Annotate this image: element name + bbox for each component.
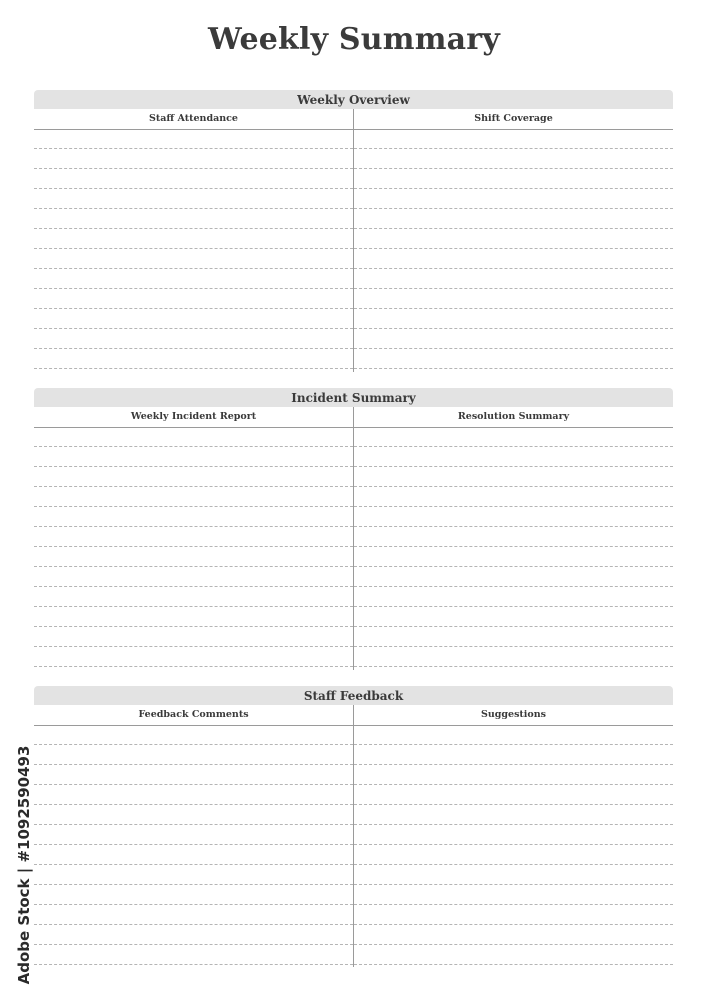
- section-header: Staff Feedback: [34, 686, 673, 705]
- writing-line: [34, 288, 353, 289]
- writing-line: [354, 486, 673, 487]
- writing-line: [34, 884, 353, 885]
- writing-line: [354, 964, 673, 965]
- writing-line: [354, 446, 673, 447]
- writing-line: [354, 626, 673, 627]
- writing-line: [354, 666, 673, 667]
- writing-line: [34, 208, 353, 209]
- column-left: [34, 109, 353, 372]
- writing-line: [34, 486, 353, 487]
- writing-line: [354, 268, 673, 269]
- writing-line: [354, 844, 673, 845]
- writing-lines[interactable]: [354, 129, 673, 372]
- writing-line: [34, 804, 353, 805]
- writing-line: [34, 308, 353, 309]
- writing-line: [354, 188, 673, 189]
- writing-line: [34, 646, 353, 647]
- writing-line: [354, 348, 673, 349]
- writing-line: [354, 328, 673, 329]
- column-header: Feedback Comments: [138, 709, 249, 720]
- writing-line: [354, 466, 673, 467]
- writing-lines[interactable]: [34, 725, 353, 967]
- column-header: Weekly Incident Report: [130, 411, 257, 422]
- writing-line: [34, 566, 353, 567]
- writing-line: [34, 466, 353, 467]
- writing-line: [34, 228, 353, 229]
- writing-line: [354, 744, 673, 745]
- column-right: [353, 109, 673, 372]
- writing-line: [34, 546, 353, 547]
- writing-line: [354, 944, 673, 945]
- writing-line: [34, 168, 353, 169]
- stock-credit-text: Adobe Stock | #1092590493: [15, 745, 33, 985]
- writing-line: [34, 526, 353, 527]
- writing-line: [354, 764, 673, 765]
- writing-line: [34, 268, 353, 269]
- section-columns: [34, 109, 673, 372]
- section-weekly-overview: [34, 90, 673, 372]
- writing-line: [34, 744, 353, 745]
- writing-line: [354, 288, 673, 289]
- writing-line: [34, 844, 353, 845]
- writing-line: [34, 864, 353, 865]
- writing-line: [34, 606, 353, 607]
- writing-line: [34, 148, 353, 149]
- writing-line: [34, 764, 353, 765]
- writing-line: [354, 606, 673, 607]
- writing-line: [354, 884, 673, 885]
- page-title: Weekly Summary: [208, 22, 500, 57]
- writing-line: [354, 924, 673, 925]
- writing-line: [34, 188, 353, 189]
- column-header: Staff Attendance: [149, 113, 238, 124]
- writing-line: [34, 944, 353, 945]
- writing-line: [34, 964, 353, 965]
- writing-line: [354, 546, 673, 547]
- column-left: [34, 407, 353, 670]
- writing-line: [34, 824, 353, 825]
- writing-lines[interactable]: [354, 725, 673, 967]
- writing-line: [354, 228, 673, 229]
- writing-line: [354, 368, 673, 369]
- section-header: Incident Summary: [34, 388, 673, 407]
- section-columns: [34, 705, 673, 967]
- writing-lines[interactable]: [354, 427, 673, 670]
- section-header: Weekly Overview: [34, 90, 673, 109]
- writing-line: [354, 904, 673, 905]
- writing-line: [354, 168, 673, 169]
- writing-line: [354, 208, 673, 209]
- writing-line: [34, 446, 353, 447]
- writing-line: [34, 904, 353, 905]
- column-header: Shift Coverage: [474, 113, 553, 124]
- writing-line: [354, 646, 673, 647]
- writing-line: [354, 248, 673, 249]
- column-header: Suggestions: [480, 709, 547, 720]
- writing-line: [354, 566, 673, 567]
- writing-line: [354, 784, 673, 785]
- writing-line: [34, 586, 353, 587]
- writing-line: [34, 368, 353, 369]
- writing-line: [34, 626, 353, 627]
- writing-line: [34, 924, 353, 925]
- column-right: [353, 705, 673, 967]
- writing-line: [34, 248, 353, 249]
- writing-line: [354, 506, 673, 507]
- writing-line: [354, 804, 673, 805]
- writing-line: [34, 784, 353, 785]
- section-columns: [34, 407, 673, 670]
- writing-line: [354, 526, 673, 527]
- column-left: [34, 705, 353, 967]
- writing-line: [354, 586, 673, 587]
- writing-line: [354, 308, 673, 309]
- writing-line: [34, 506, 353, 507]
- writing-line: [34, 328, 353, 329]
- writing-line: [354, 864, 673, 865]
- writing-line: [354, 824, 673, 825]
- section-staff-feedback: [34, 686, 673, 967]
- writing-line: [354, 148, 673, 149]
- column-right: [353, 407, 673, 670]
- writing-lines[interactable]: [34, 129, 353, 372]
- writing-line: [34, 666, 353, 667]
- column-header: Resolution Summary: [457, 411, 570, 422]
- writing-lines[interactable]: [34, 427, 353, 670]
- section-incident-summary: [34, 388, 673, 670]
- writing-line: [34, 348, 353, 349]
